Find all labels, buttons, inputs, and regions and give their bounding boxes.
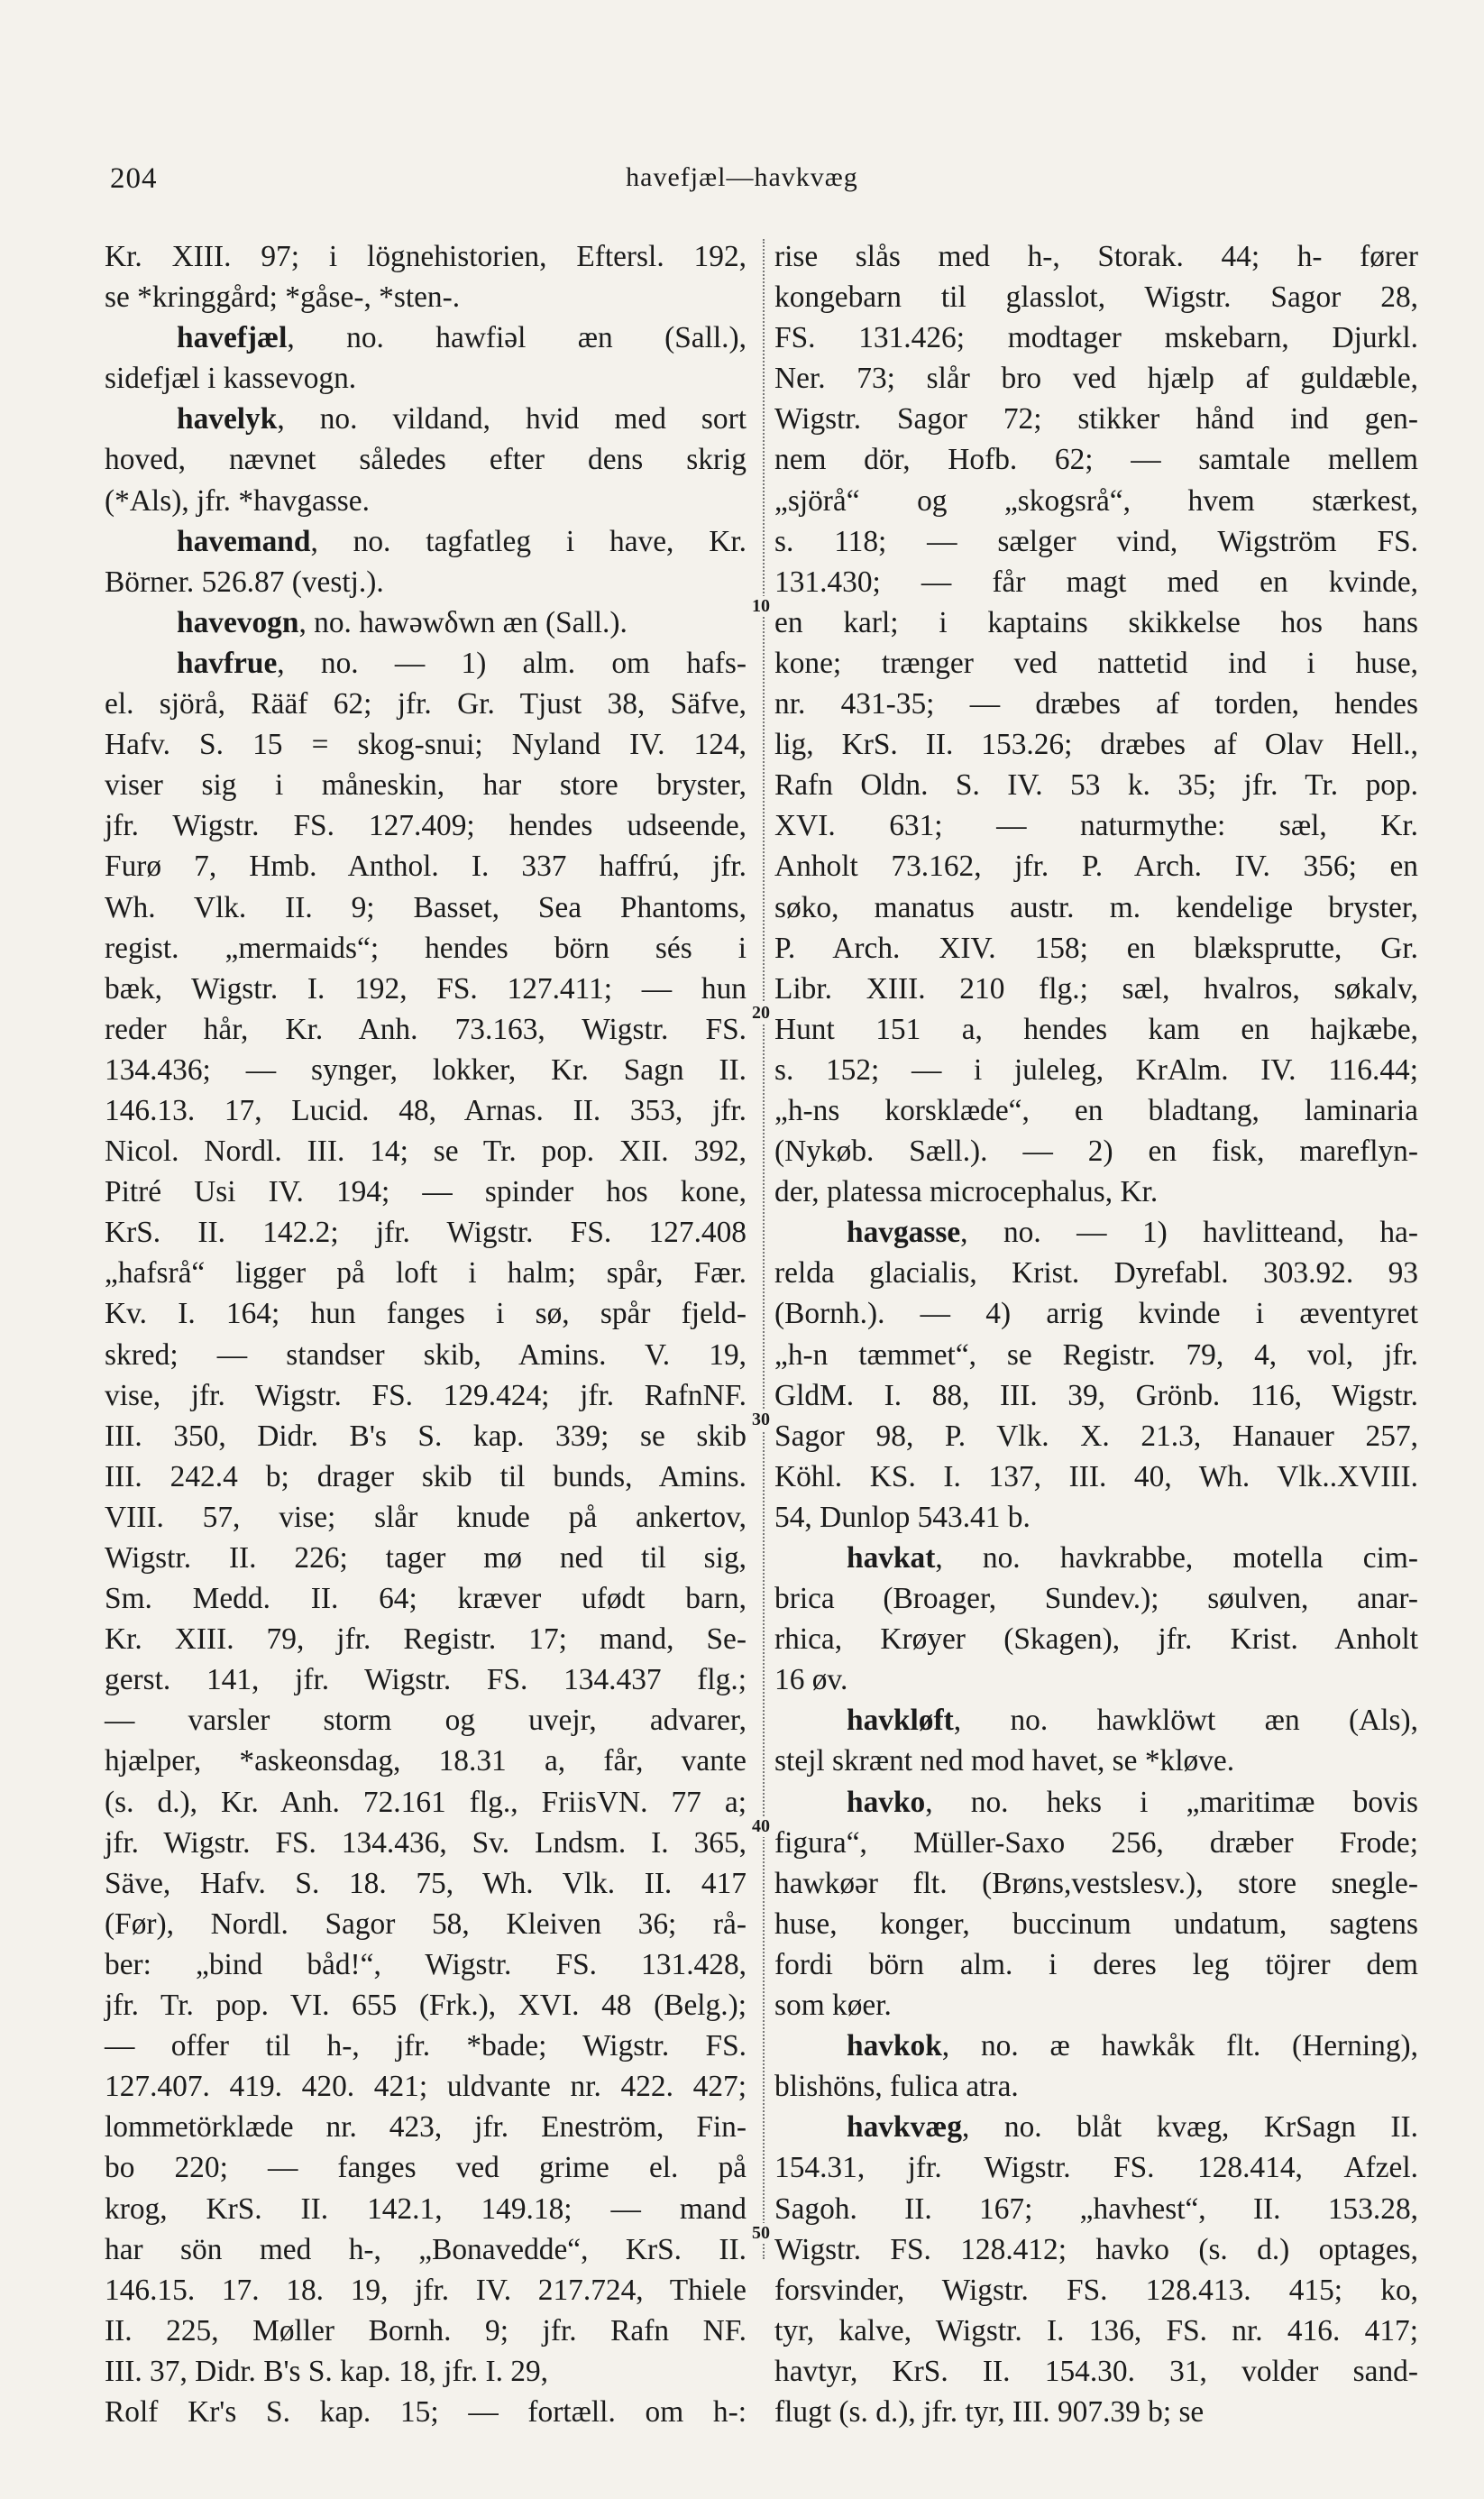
text-line: Hafv. S. 15 = skog-snui; Nyland IV. 124,: [105, 728, 747, 762]
text-line: „h-n tæmmet“, se Registr. 79, 4, vol, jfr.: [774, 1337, 1418, 1372]
line-number-40: 40: [752, 1816, 770, 1836]
text-line: XVI. 631; — naturmythe: sæl, Kr.: [774, 809, 1418, 843]
text-line: Rolf Kr's S. kap. 15; — fortæll. om h-:: [105, 2394, 747, 2429]
text-line: stejl skrænt ned mod havet, se *kløve.: [774, 1744, 1235, 1778]
text-line: søko, manatus austr. m. kendelige bryster,: [774, 890, 1418, 924]
text-line: (Før), Nordl. Sagor 58, Kleiven 36; rå-: [105, 1906, 747, 1941]
text-line: regist. „mermaids“; hendes börn sés i: [105, 931, 747, 965]
text-line: Hunt 151 a, hendes kam en hajkæbe,: [774, 1012, 1418, 1046]
text-line: FS. 131.426; modtager mskebarn, Djurkl.: [774, 321, 1418, 355]
text-line: Sagor 98, P. Vlk. X. 21.3, Hanauer 257,: [774, 1419, 1418, 1453]
text-line: Anholt 73.162, jfr. P. Arch. IV. 356; en: [774, 850, 1418, 884]
text-line: 127.407. 419. 420. 421; uldvante nr. 422. 427;: [105, 2070, 747, 2104]
text-line: huse, konger, buccinum undatum, sagtens: [774, 1906, 1418, 1941]
text-line: III. 350, Didr. B's S. kap. 339; se skib: [105, 1419, 747, 1453]
text-line: Säve, Hafv. S. 18. 75, Wh. Vlk. II. 417: [105, 1866, 747, 1900]
text-line: 146.13. 17, Lucid. 48, Arnas. II. 353, jfr.: [105, 1093, 747, 1127]
text-line: s. 152; — i juleleg, KrAlm. IV. 116.44;: [774, 1052, 1418, 1087]
text-line: (Bornh.). — 4) arrig kvinde i æventyret: [774, 1297, 1418, 1331]
text-line: figura“, Müller-Saxo 256, dræber Frode;: [774, 1825, 1418, 1860]
text-line: havelyk, no. vildand, hvid med sort: [177, 402, 747, 436]
text-line: skred; — standser skib, Amins. V. 19,: [105, 1337, 747, 1372]
text-line: nr. 431-35; — dræbes af torden, hendes: [774, 687, 1418, 721]
text-line: viser sig i måneskin, har store bryster,: [105, 768, 747, 803]
text-line: bæk, Wigstr. I. 192, FS. 127.411; — hun: [105, 971, 747, 1006]
text-line: sidefjæl i kassevogn.: [105, 362, 357, 396]
text-line: Libr. XIII. 210 flg.; sæl, hvalros, søkalv,: [774, 971, 1418, 1006]
text-line: krog, KrS. II. 142.1, 149.18; — mand: [105, 2191, 747, 2226]
text-line: Nicol. Nordl. III. 14; se Tr. pop. XII. 392,: [105, 1135, 747, 1169]
text-line: gerst. 141, jfr. Wigstr. FS. 134.437 flg.;: [105, 1663, 747, 1697]
headword: havfrue: [177, 646, 278, 680]
text-line: Sm. Medd. II. 64; kræver ufødt barn,: [105, 1582, 747, 1616]
text-line: (*Als), jfr. *havgasse.: [105, 483, 370, 518]
text-line: kone; trænger ved nattetid ind i huse,: [774, 646, 1418, 680]
text-line: P. Arch. XIV. 158; en blæksprutte, Gr.: [774, 931, 1418, 965]
text-line: Kr. XIII. 79, jfr. Registr. 17; mand, Se-: [105, 1622, 747, 1657]
text-line: Pitré Usi IV. 194; — spinder hos kone,: [105, 1175, 747, 1209]
headword: havkok: [847, 2029, 942, 2063]
text-line: bo 220; — fanges ved grime el. på: [105, 2151, 747, 2185]
text-line: en karl; i kaptains skikkelse hos hans: [774, 605, 1418, 639]
text-line: jfr. Wigstr. FS. 134.436, Sv. Lndsm. I. 365,: [105, 1825, 747, 1860]
text-line: jfr. Wigstr. FS. 127.409; hendes udseende,: [105, 809, 747, 843]
text-line: GldM. I. 88, III. 39, Grönb. 116, Wigstr.: [774, 1378, 1418, 1412]
text-line: fordi börn alm. i deres leg töjrer dem: [774, 1947, 1418, 1981]
running-head: havefjæl—havkvæg: [626, 162, 858, 192]
text-line: (Nykøb. Sæll.). — 2) en fisk, mareflyn-: [774, 1135, 1418, 1169]
text-line: har sön med h-, „Bonavedde“, KrS. II.: [105, 2232, 747, 2266]
text-line: hawkøər flt. (Brøns,vestslesv.), store snegle-: [774, 1866, 1418, 1900]
text-line: VIII. 57, vise; slår knude på ankertov,: [105, 1500, 747, 1534]
text-line: relda glacialis, Krist. Dyrefabl. 303.92. 93: [774, 1256, 1418, 1291]
line-number-30: 30: [752, 1410, 770, 1429]
headword: havgasse: [847, 1216, 961, 1250]
text-line: havevogn, no. hawəwδwn æn (Sall.).: [177, 605, 627, 639]
text-line: „hafsrå“ ligger på loft i halm; spår, Fær.: [105, 1256, 747, 1291]
text-line: Kr. XIII. 97; i lögnehistorien, Eftersl. 192,: [105, 240, 747, 273]
headword: havevogn: [177, 605, 299, 639]
line-number-10: 10: [752, 596, 770, 616]
text-line: — offer til h-, jfr. *bade; Wigstr. FS.: [105, 2029, 747, 2063]
text-line: tyr, kalve, Wigstr. I. 136, FS. nr. 416. 417;: [774, 2313, 1418, 2347]
text-line: havfrue, no. — 1) alm. om hafs-: [177, 646, 747, 680]
text-line: Wh. Vlk. II. 9; Basset, Sea Phantoms,: [105, 890, 747, 924]
line-number-20: 20: [752, 1003, 770, 1023]
text-line: Köhl. KS. I. 137, III. 40, Wh. Vlk..XVIII.: [774, 1459, 1418, 1493]
text-line: hjælper, *askeonsdag, 18.31 a, får, vante: [105, 1744, 747, 1778]
text-line: „sjörå“ og „skogsrå“, hvem stærkest,: [774, 483, 1418, 518]
line-number-50: 50: [752, 2223, 770, 2243]
text-line: III. 37, Didr. B's S. kap. 18, jfr. I. 29,: [105, 2354, 549, 2388]
text-line: lig, KrS. II. 153.26; dræbes af Olav Hell.,: [774, 728, 1418, 762]
text-line: Wigstr. Sagor 72; stikker hånd ind gen-: [774, 402, 1418, 436]
text-line: Rafn Oldn. S. IV. 53 k. 35; jfr. Tr. pop.: [774, 768, 1418, 803]
headword: havkløft: [847, 1704, 954, 1738]
headword: havkat: [847, 1541, 936, 1575]
text-line: havkat, no. havkrabbe, motella cim-: [847, 1541, 1418, 1575]
headword: havko: [847, 1785, 926, 1819]
text-line: som køer.: [774, 1989, 892, 2023]
text-line: Wigstr. FS. 128.412; havko (s. d.) optages,: [774, 2232, 1418, 2266]
text-line: havgasse, no. — 1) havlitteand, ha-: [847, 1216, 1418, 1250]
text-line: havefjæl, no. hawfiəl æn (Sall.),: [177, 321, 747, 355]
text-line: ber: „bind båd!“, Wigstr. FS. 131.428,: [105, 1947, 747, 1981]
text-line: hoved, nævnet således efter dens skrig: [105, 443, 747, 477]
text-line: havkvæg, no. blåt kvæg, KrSagn II.: [847, 2110, 1418, 2145]
text-line: Kv. I. 164; hun fanges i sø, spår fjeld-: [105, 1297, 747, 1331]
text-line: — varsler storm og uvejr, advarer,: [105, 1704, 747, 1738]
left-column: [105, 236, 747, 2432]
text-line: 134.436; — synger, lokker, Kr. Sagn II.: [105, 1052, 747, 1087]
text-line: II. 225, Møller Bornh. 9; jfr. Rafn NF.: [105, 2313, 747, 2347]
text-line: havkløft, no. hawklöwt æn (Als),: [847, 1704, 1418, 1738]
text-line: havtyr, KrS. II. 154.30. 31, volder sand-: [774, 2354, 1418, 2388]
text-line: Ner. 73; slår bro ved hjælp af guldæble,: [774, 362, 1418, 396]
text-line: s. 118; — sælger vind, Wigström FS.: [774, 524, 1418, 558]
page-number: 204: [110, 162, 158, 195]
text-line: Sagoh. II. 167; „havhest“, II. 153.28,: [774, 2191, 1418, 2226]
text-line: 154.31, jfr. Wigstr. FS. 128.414, Afzel.: [774, 2151, 1418, 2185]
text-line: lommetörklæde nr. 423, jfr. Eneström, Fin-: [105, 2110, 747, 2145]
headword: havefjæl: [177, 321, 288, 355]
text-line: 16 øv.: [774, 1663, 848, 1697]
text-line: 146.15. 17. 18. 19, jfr. IV. 217.724, Thiele: [105, 2273, 747, 2307]
text-line: 54, Dunlop 543.41 b.: [774, 1500, 1031, 1534]
text-line: KrS. II. 142.2; jfr. Wigstr. FS. 127.408: [105, 1216, 747, 1250]
text-line: jfr. Tr. pop. VI. 655 (Frk.), XVI. 48 (Belg.);: [105, 1989, 747, 2023]
text-line: „h-ns korsklæde“, en bladtang, laminaria: [774, 1093, 1418, 1127]
text-line: el. sjörå, Rääf 62; jfr. Gr. Tjust 38, Säfve,: [105, 687, 747, 721]
text-line: havemand, no. tagfatleg i have, Kr.: [177, 524, 747, 558]
text-line: nem dör, Hofb. 62; — samtale mellem: [774, 443, 1418, 477]
text-line: rhica, Krøyer (Skagen), jfr. Krist. Anholt: [774, 1622, 1418, 1657]
text-line: 131.430; — får magt med en kvinde,: [774, 565, 1418, 599]
text-line: III. 242.4 b; drager skib til bunds, Amins.: [105, 1459, 747, 1493]
text-line: reder hår, Kr. Anh. 73.163, Wigstr. FS.: [105, 1012, 747, 1046]
text-line: brica (Broager, Sundev.); søulven, anar-: [774, 1582, 1418, 1616]
text-line: der, platessa microcephalus, Kr.: [774, 1175, 1159, 1209]
text-line: vise, jfr. Wigstr. FS. 129.424; jfr. RafnNF.: [105, 1378, 747, 1412]
right-column: [774, 236, 1418, 2432]
headword: havelyk: [177, 402, 278, 436]
text-line: kongebarn til glasslot, Wigstr. Sagor 28,: [774, 280, 1418, 315]
text-line: havko, no. heks i „maritimæ bovis: [847, 1785, 1418, 1819]
headword: havemand: [177, 524, 311, 558]
text-line: flugt (s. d.), jfr. tyr, III. 907.39 b; se: [774, 2394, 1205, 2429]
text-line: (s. d.), Kr. Anh. 72.161 flg., FriisVN. 77 a;: [105, 1785, 747, 1819]
text-line: Wigstr. II. 226; tager mø ned til sig,: [105, 1541, 747, 1575]
text-line: forsvinder, Wigstr. FS. 128.413. 415; ko,: [774, 2273, 1418, 2307]
text-line: Börner. 526.87 (vestj.).: [105, 565, 384, 599]
text-line: blishöns, fulica atra.: [774, 2070, 1019, 2104]
text-line: Furø 7, Hmb. Anthol. I. 337 haffrú, jfr.: [105, 850, 747, 884]
text-line: rise slås med h-, Storak. 44; h- fører: [774, 240, 1418, 273]
column-divider: [763, 239, 765, 2259]
text-line: havkok, no. æ hawkåk flt. (Herning),: [847, 2029, 1418, 2063]
headword: havkvæg: [847, 2110, 963, 2145]
text-line: se *kringgård; *gåse-, *sten-.: [105, 280, 461, 315]
